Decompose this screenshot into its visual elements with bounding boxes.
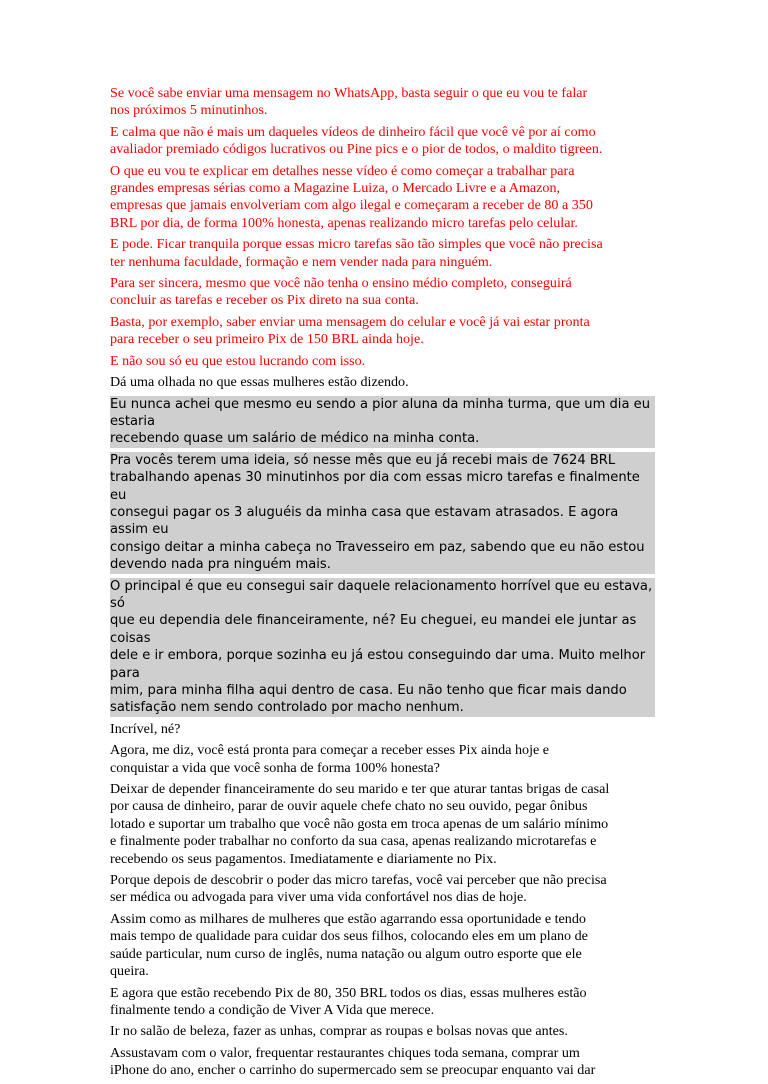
paragraph-black-6: E agora que estão recebendo Pix de 80, 350 BRL todos os dias, essas mulheres estão finalmente tendo a condição de Viver A Vida que merece. bbox=[110, 984, 587, 1018]
paragraph-black-4: Porque depois de descobrir o poder das micro tarefas, você vai perceber que não precisa ser médica ou advogada para viver uma vida confortável nos dias de hoje. bbox=[110, 872, 607, 906]
document-page bbox=[110, 85, 655, 1084]
testimonial-3: O principal é que eu consegui sair daquele relacionamento horrível que eu estava, só que eu dependia dele financeiramente, né? Eu cheguei, eu mandei ele juntar as coisas dele e ir embora, porque sozinha eu já estou conseguindo dar uma. Muito melhor para mim, para minha filha aqui dentro de casa. Eu não tenho que ficar mais dando satisfação nem sendo controlado por macho nenhum. bbox=[110, 578, 655, 717]
paragraph-red-3: O que eu vou te explicar em detalhes nesse vídeo é como começar a trabalhar para grandes empresas sérias como a Magazine Luiza, o Mercado Livre e a Amazon, empresas que jamais envolveriam com algo ilegal e começaram a receber de 80 a 350 BRL por dia, de forma 100% honesta, apenas realizando micro tarefas pelo celular. bbox=[110, 162, 593, 231]
paragraph-black-1: Incrível, né? bbox=[110, 720, 181, 737]
testimonial-1: Eu nunca achei que mesmo eu sendo a pior aluna da minha turma, que um dia eu estaria recebendo quase um salário de médico na minha conta. bbox=[110, 396, 655, 448]
paragraph-red-1: Se você sabe enviar uma mensagem no WhatsApp, basta seguir o que eu vou te falar nos próximos 5 minutinhos. bbox=[110, 85, 588, 119]
paragraph-black-5: Assim como as milhares de mulheres que estão agarrando essa oportunidade e tendo mais tempo de qualidade para cuidar dos seus filhos, colocando eles em um plano de saúde particular, num curso de inglês, numa natação ou algum outro esporte que ele queira. bbox=[110, 910, 588, 980]
paragraph-black-2: Agora, me diz, você está pronta para começar a receber esses Pix ainda hoje e conquistar a vida que você sonha de forma 100% honesta? bbox=[110, 742, 550, 776]
paragraph-red-5: Para ser sincera, mesmo que você não tenha o ensino médio completo, conseguirá concluir as tarefas e receber os Pix direto na sua conta. bbox=[110, 275, 572, 309]
paragraph-black-3: Deixar de depender financeiramente do seu marido e ter que aturar tantas brigas de casal por causa de dinheiro, parar de ouvir aquele chefe chato no seu ouvido, pegar ônibus lotado e suportar um trabalho que você não gosta em troca apenas de um salário mínimo e finalmente poder trabalhar no conforto da sua casa, apenas realizando microtarefas e recebendo os seus pagamentos. Imediatamente e diariamente no Pix. bbox=[110, 781, 610, 867]
paragraph-red-2: E calma que não é mais um daqueles vídeos de dinheiro fácil que você vê por aí como avaliador premiado códigos lucrativos ou Pine pics e o pior de todos, o maldito tigreen. bbox=[110, 123, 603, 158]
testimonial-2: Pra vocês terem uma ideia, só nesse mês que eu já recebi mais de 7624 BRL trabalhando apenas 30 minutinhos por dia com essas micro tarefas e finalmente eu consegui pagar os 3 aluguéis da minha casa que estavam atrasados. E agora assim eu consigo deitar a minha cabeça no Travesseiro em paz, sabendo que eu não estou devendo nada pra ninguém mais. bbox=[110, 452, 655, 574]
paragraph-red-4: E pode. Ficar tranquila porque essas micro tarefas são tão simples que você não precisa ter nenhuma faculdade, formação e nem vender nada para ninguém. bbox=[110, 236, 603, 270]
paragraph-black-7: Ir no salão de beleza, fazer as unhas, comprar as roupas e bolsas novas que antes. bbox=[110, 1023, 568, 1040]
testimonials-intro: Dá uma olhada no que essas mulheres estão dizendo. bbox=[110, 374, 409, 391]
paragraph-red-7: E não sou só eu que estou lucrando com isso. bbox=[110, 352, 366, 369]
paragraph-red-6: Basta, por exemplo, saber enviar uma mensagem do celular e você já vai estar pronta para receber o seu primeiro Pix de 150 BRL ainda hoje. bbox=[110, 313, 590, 348]
paragraph-black-8: Assustavam com o valor, frequentar restaurantes chiques toda semana, comprar um iPhone do ano, encher o carrinho do supermercado sem se preocupar enquanto vai dar bbox=[110, 1044, 596, 1079]
